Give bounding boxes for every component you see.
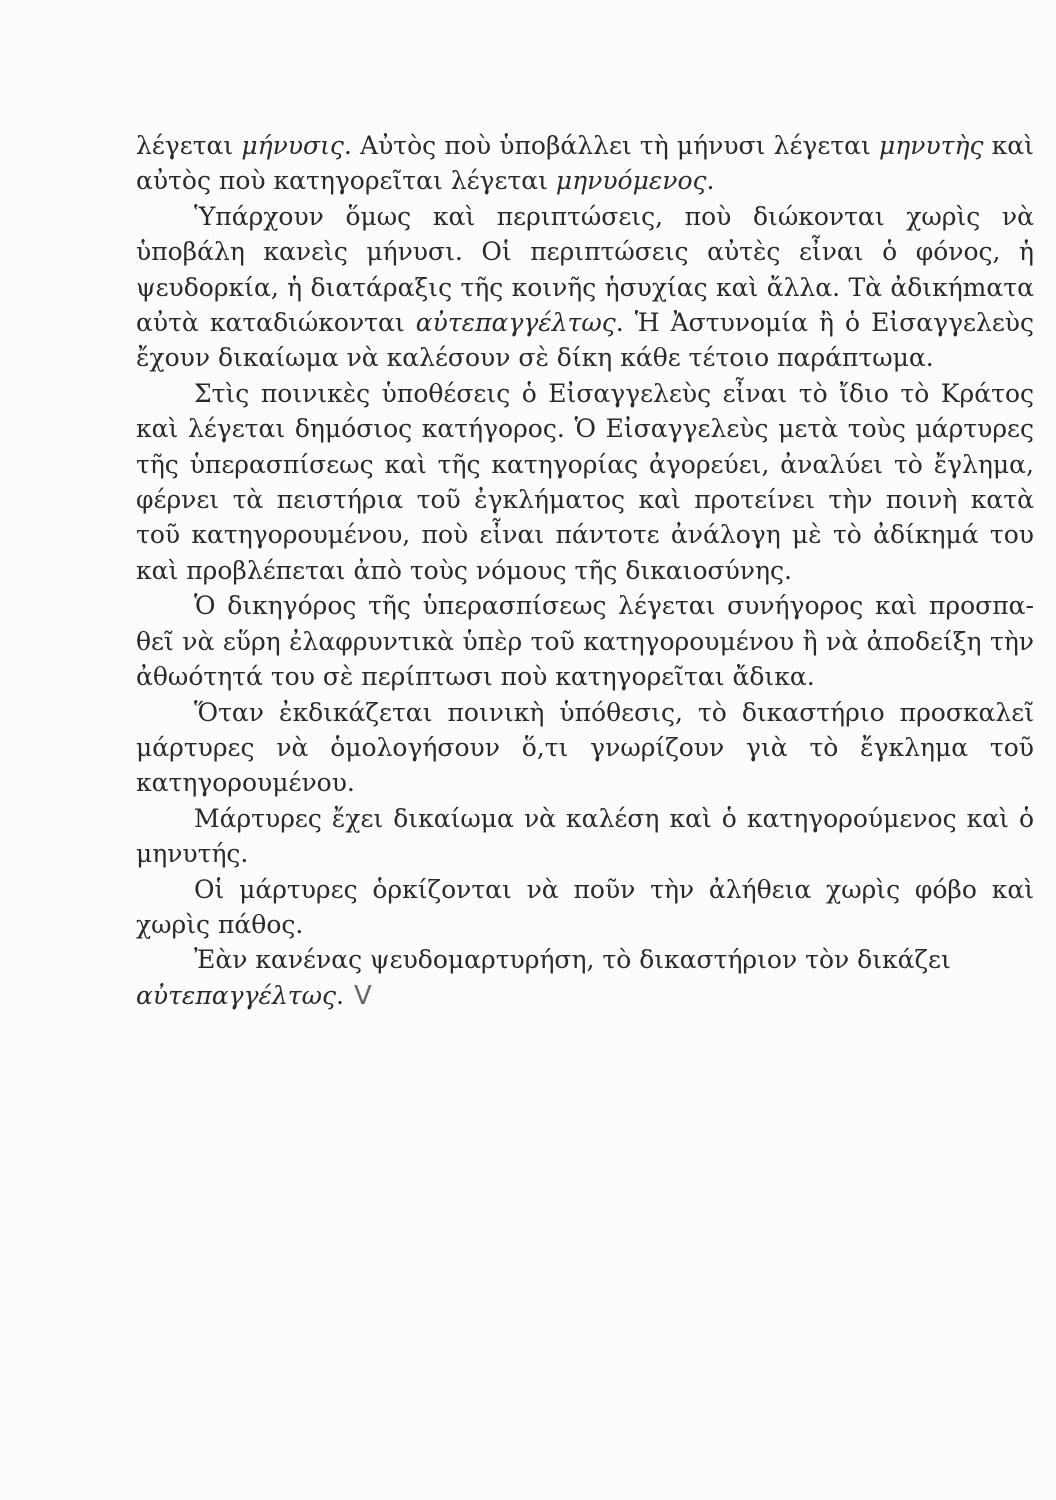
- italic-term: μηνυτὴς: [879, 131, 984, 160]
- paragraph: [136, 588, 1034, 694]
- text-run: . Ἡ Ἀστυνομία ἢ ὁ Εἰσαγγελεὺς ἔχουν δικαίωμα νὰ καλέσουν σὲ δίκη κάθε τέτοιο παράπτωμα.: [136, 308, 1034, 373]
- text-run: .: [706, 166, 715, 196]
- paragraph: [136, 128, 1034, 199]
- checkmark-icon: V: [353, 980, 372, 1011]
- text-run: Ὁ δικηγόρος τῆς ὑπερασπίσεως λέγεται συνήγορος καὶ προσπαθεῖ νὰ εὕρη ἐλαφρυντικὰ ὑπὲρ τοῦ κατηγορουμένου ἢ νὰ ἀποδείξη τὴν ἀθωότητά του σὲ περίπτωσι ποὺ κατηγορεῖται ἄδικα.: [136, 591, 1034, 692]
- text-run: λέγεται: [136, 131, 242, 160]
- text-run: Οἱ μάρτυρες ὁρκίζονται νὰ ποῦν τὴν ἀλήθεια χωρὶς φόβο καὶ χωρὶς πάθος.: [136, 874, 1034, 939]
- paragraph: [136, 695, 1034, 801]
- text-run: . Αὐτὸς ποὺ ὑποβάλλει τὴ μήνυσι λέγεται: [343, 131, 880, 160]
- text-run: Ἐὰν κανένας ψευδομαρτυρήση, τὸ δικαστήριον τὸν δικάζει: [194, 945, 951, 975]
- text-run: Στὶς ποινικὲς ὑποθέσεις ὁ Εἰσαγγελεὺς εἶναι τὸ ἴδιο τὸ Κράτος καὶ λέγεται δημόσιος κατήγορος. Ὁ Εἰσαγγελεὺς μετὰ τοὺς μάρτυρες τῆς ὑπερασπίσεως καὶ τῆς κατηγορίας ἀγορεύει, ἀναλύει τὸ ἔγλημα, φέρνει τὰ πειστήρια τοῦ ἐγκλήματος καὶ προτείνει τὴν ποινὴ κατὰ τοῦ κατηγορουμένου, ποὺ εἶναι πάντοτε ἀνάλογη μὲ τὸ ἀδίκημά του καὶ προβλέπεται ἀπὸ τοὺς νόμους τῆς δικαιοσύνης.: [136, 378, 1034, 585]
- italic-term: αὐτεπαγγέλτως: [415, 308, 616, 338]
- italic-term: αὐτεπαγγέλτως: [136, 980, 336, 1010]
- text-run: καὶ αὐτὸς ποὺ κατηγορεῖται λέγεται: [136, 131, 1034, 196]
- paragraph: [136, 942, 1034, 1014]
- paragraph: [136, 872, 1034, 943]
- paragraph: [136, 801, 1034, 872]
- text-run: Μάρτυρες ἔχει δικαίωμα νὰ καλέση καὶ ὁ κατηγορούμενος καὶ ὁ μηνυτής.: [136, 803, 1034, 869]
- paragraph: [136, 199, 1034, 376]
- text-run: Ὑπάρχουν ὅμως καὶ περιπτώσεις, ποὺ διώκονται χωρὶς νὰ ὑποβάλη κανεὶς μήνυσι. Οἱ περιπτώσεις αὐτὲς εἶναι ὁ φόνος, ἡ ψευδορκία, ἡ διατάραξις τῆς κοινῆς ἡσυχίας καὶ ἄλλα. Τὰ ἀδικήmατα αὐτὰ καταδιώκονται: [136, 201, 1034, 338]
- text-body: [136, 128, 1034, 1014]
- text-run: Ὅταν ἐκδικάζεται ποινικὴ ὑπόθεσις, τὸ δικαστήριο προσκαλεῖ μάρτυρες νὰ ὁμολογήσουν ὅ,τι γνωρίζουν γιὰ τὸ ἔγκλημα τοῦ κατηγορουμένου.: [136, 697, 1034, 798]
- text-run: .: [336, 980, 344, 1010]
- paragraph: [136, 376, 1034, 588]
- italic-term: μηνυόμενος: [555, 166, 707, 196]
- italic-term: μήνυσις: [241, 131, 344, 160]
